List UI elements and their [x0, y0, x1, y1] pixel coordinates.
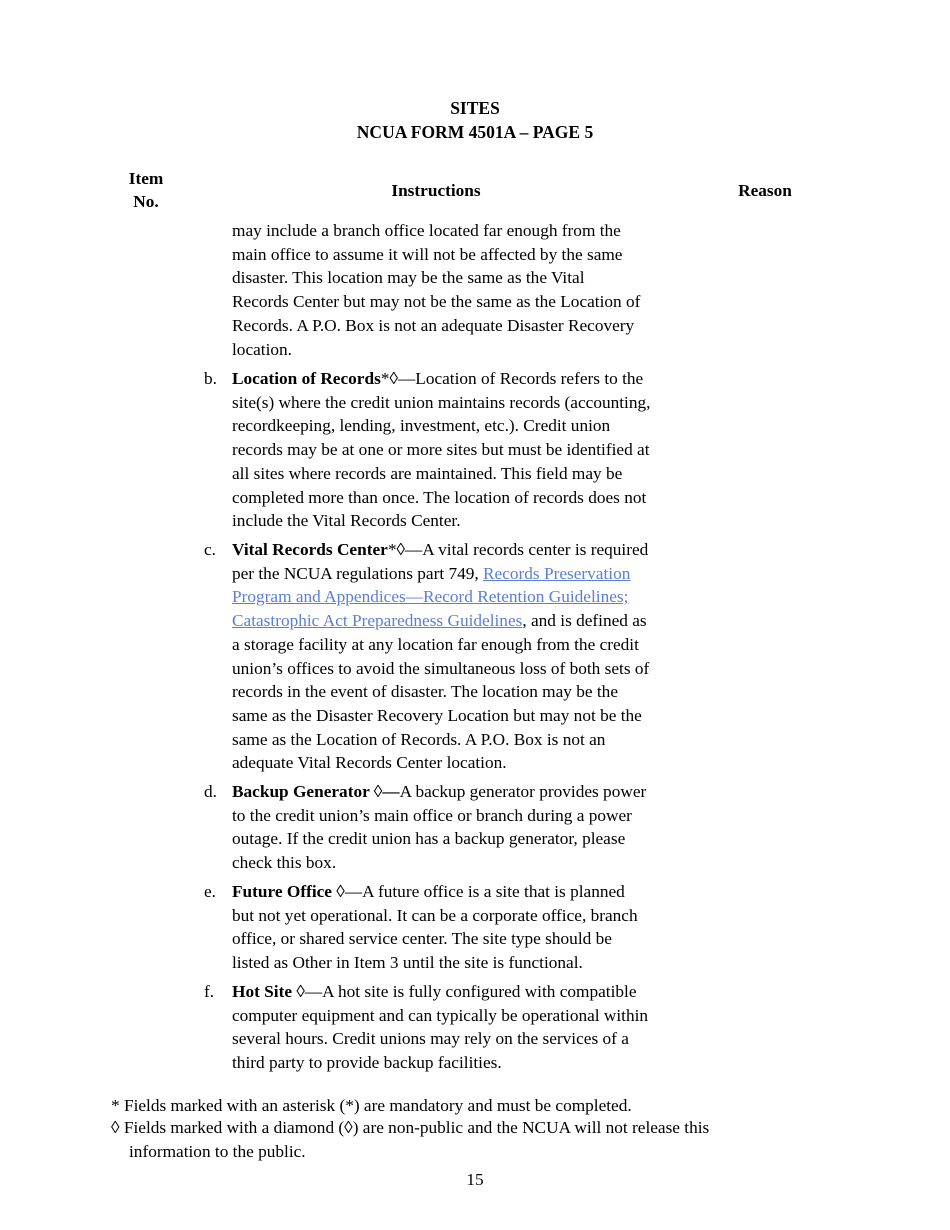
- column-header-reason: Reason: [738, 181, 792, 200]
- list-item-text: Hot Site ◊—A hot site is fully configured with compatible computer equipment and can typically be operational within several hours. Credit unions may rely on the services of a third party to provide backup facilities.: [232, 982, 649, 1073]
- page-number: 15: [466, 1170, 484, 1189]
- item-label: Vital Records Center: [232, 540, 388, 559]
- field-marker: ◊: [331, 882, 345, 901]
- list-item-letter: d.: [204, 782, 217, 801]
- records-preservation-link[interactable]: Records Preservation Program and Appendices—Record Retention Guidelines; Catastrophic Act Preparedness Guidelines: [232, 563, 631, 631]
- column-header-item-line1: Item: [128, 169, 164, 188]
- list-item-text: Future Office ◊—A future office is a site that is planned but not yet operational. It can be a corporate office, branch office, or shared service center. The site type should be listed as Other in Item 3 until the site is functional.: [232, 882, 638, 973]
- column-header-item-line2: No.: [133, 192, 159, 211]
- list-item-text: Vital Records Center*◊—A vital records center is required per the NCUA regulations part 749, Records Preservation Program and Appendices—Record Retention Guidelines; Catastrophic Act Preparedness Guidelines, and is defined as a storage facility at any location far enough from the credit union’s offices to avoid the simultaneous loss of both sets of records in the event of disaster. The location may be the same as the Disaster Recovery Location but may not be the same as the Location of Records. A P.O. Box is not an adequate Vital Records Center location.: [232, 540, 650, 773]
- field-marker: *◊: [380, 369, 398, 388]
- item-label: Future Office: [232, 882, 332, 901]
- page-title: SITES: [450, 98, 500, 118]
- item-label: Hot Site: [232, 982, 292, 1001]
- field-marker: ◊: [292, 982, 305, 1001]
- list-item-letter: b.: [204, 369, 217, 388]
- footnote-asterisk: * Fields marked with an asterisk (*) are mandatory and must be completed.: [111, 1096, 632, 1115]
- column-header-instructions: Instructions: [391, 181, 481, 200]
- form-subtitle: NCUA FORM 4501A – PAGE 5: [356, 122, 594, 142]
- list-item-letter: e.: [204, 882, 216, 901]
- field-marker: *◊: [387, 540, 405, 559]
- item-label: Backup Generator ◊—: [232, 782, 400, 801]
- list-item-letter: c.: [204, 540, 216, 559]
- list-item-letter: f.: [204, 982, 215, 1001]
- item-label: Location of Records: [232, 369, 381, 388]
- intro-paragraph: may include a branch office located far enough from the main office to assume it will not be affected by the same disaster. This location may be the same as the Vital Records Center but may not be the same as the Location of Records. A P.O. Box is not an adequate Disaster Recovery location.: [232, 221, 641, 359]
- list-item-text: Location of Records*◊—Location of Records refers to the site(s) where the credit union maintains records (accounting, recordkeeping, lending, investment, etc.). Credit union records may be at one or more sites but must be identified at all sites where records are maintained. This field may be completed more than once. The location of records does not include the Vital Records Center.: [232, 369, 651, 531]
- list-item-text: Backup Generator ◊—A backup generator provides power to the credit union’s main office or branch during a power outage. If the credit union has a backup generator, please check this box.: [232, 782, 647, 873]
- footnote-diamond: ◊ Fields marked with a diamond (◊) are non-public and the NCUA will not release this information to the public.: [111, 1118, 710, 1161]
- column-header-item-no: [110, 167, 182, 213]
